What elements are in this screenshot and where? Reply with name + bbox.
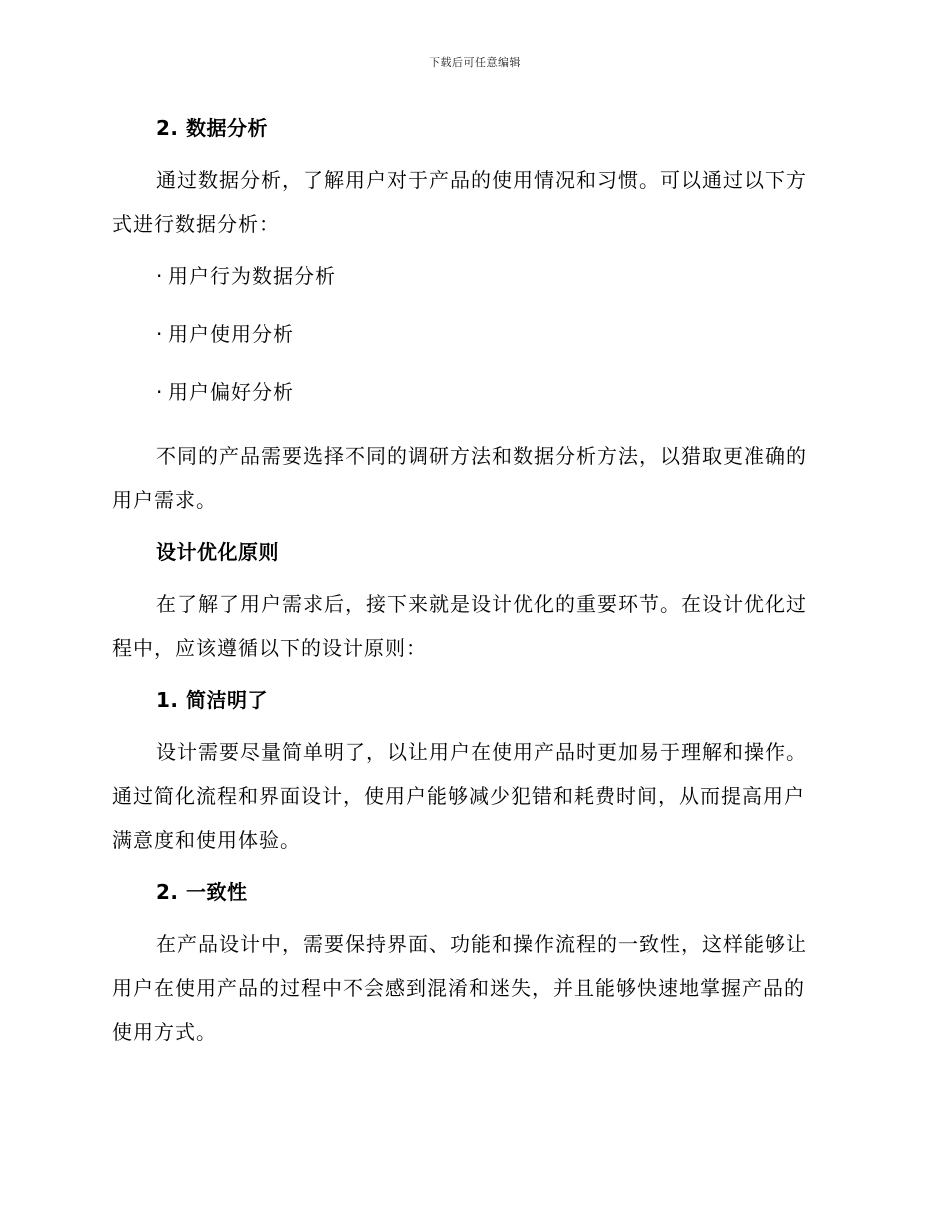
bullet-dot-icon: ·: [156, 322, 164, 346]
paragraph-line: 满意度和使用体验。: [112, 828, 301, 852]
section-heading-data-analysis: 2. 数据分析: [156, 116, 268, 140]
bullet-item-usage: [112, 318, 830, 350]
paragraph-line: 在产品设计中，需要保持界面、功能和操作流程的一致性，这样能够让: [156, 932, 807, 956]
paragraph-line: 通过简化流程和界面设计，使用户能够减少犯错和耗费时间，从而提高用户: [112, 784, 805, 808]
bullet-text: 用户偏好分析: [168, 380, 294, 404]
paragraph-simplicity: [112, 730, 830, 862]
paragraph-line: 设计需要尽量简单明了，以让用户在使用产品时更加易于理解和操作。: [156, 740, 807, 764]
paragraph-line: 使用方式。: [112, 1020, 217, 1044]
paragraph-method-selection: [112, 434, 830, 522]
paragraph-line: 式进行数据分析：: [112, 212, 280, 236]
header-note: 下载后可任意编辑: [429, 56, 521, 69]
bullet-text: 用户行为数据分析: [168, 264, 336, 288]
paragraph-line: 通过数据分析，了解用户对于产品的使用情况和习惯。可以通过以下方: [156, 168, 807, 192]
paragraph-line: 用户在使用产品的过程中不会感到混淆和迷失，并且能够快速地掌握产品的: [112, 976, 805, 1000]
section-heading-simplicity: 1. 简洁明了: [156, 688, 268, 712]
bullet-item-behavior: [112, 260, 830, 292]
bullet-dot-icon: ·: [156, 380, 164, 404]
bullet-text: 用户使用分析: [168, 322, 294, 346]
section-heading-consistency: 2. 一致性: [156, 880, 248, 904]
section-heading-design-principles: 设计优化原则: [156, 540, 279, 564]
paragraph-line: 用户需求。: [112, 488, 217, 512]
paragraph-line: 不同的产品需要选择不同的调研方法和数据分析方法，以猎取更准确的: [156, 444, 807, 468]
bullet-item-preference: [112, 376, 830, 408]
paragraph-line: 在了解了用户需求后，接下来就是设计优化的重要环节。在设计优化过: [156, 592, 807, 616]
bullet-dot-icon: ·: [156, 264, 164, 288]
paragraph-line: 程中，应该遵循以下的设计原则：: [112, 636, 427, 660]
paragraph-data-analysis-intro: [112, 158, 830, 246]
paragraph-design-principles-intro: [112, 582, 830, 670]
document-body: [112, 112, 830, 1068]
paragraph-consistency: [112, 922, 830, 1054]
